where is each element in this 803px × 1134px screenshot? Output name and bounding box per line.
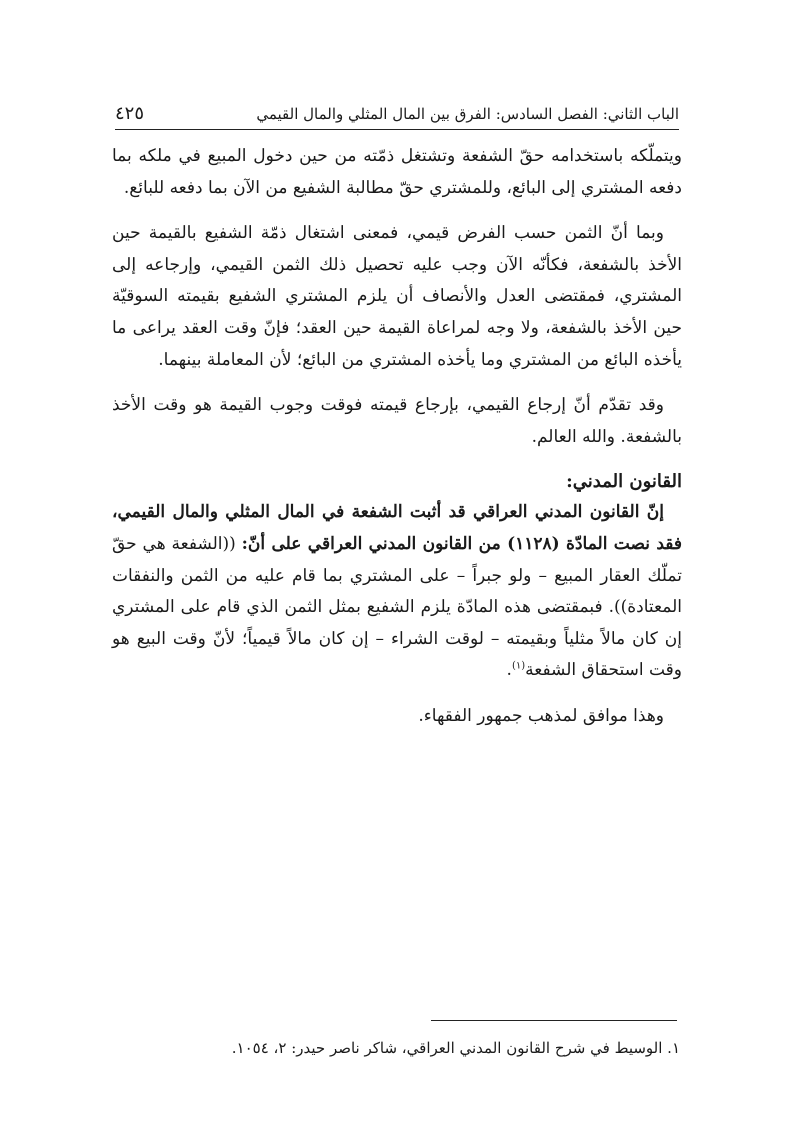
main-text xyxy=(112,141,682,747)
paragraph-5: وهذا موافق لمذهب جمهور الفقهاء. xyxy=(418,705,664,726)
paragraph-1: ويتملّكه باستخدامه حقّ الشفعة وتشتغل ذمّته من حين دخول المبيع في ملكه بما دفعه المشتري إلى البائع، وللمشتري حقّ مطالبة الشفيع من الآن بما دفعه للبائع. xyxy=(112,146,682,198)
footnote-1: ١. الوسيط في شرح القانون المدني العراقي، شاكر ناصر حيدر: ٢، ١٠٥٤. xyxy=(231,1039,680,1057)
paragraph-2: وبما أنّ الثمن حسب الفرض قيمي، فمعنى اشتغال ذمّة الشفيع بالقيمة حين الأخذ بالشفعة، فكأنّه الآن وجب عليه تحصيل ذلك الثمن القيمي، وإرجاعه إلى المشتري، فمقتضى العدل والأنصاف أن يلزم المشتري الشفيع بقيمته السوقيّة حين الأخذ بالشفعة، ولا وجه لمراعاة القيمة حين العقد؛ فإنّ وقت العقد يراعى ما يأخذه البائع من المشتري وما يأخذه المشتري من البائع؛ لأن المعاملة بينهما. xyxy=(112,223,682,370)
paragraph-4 xyxy=(112,497,682,687)
running-header xyxy=(115,90,679,124)
paragraph-4-end: . xyxy=(506,660,512,681)
paragraph-3: وقد تقدّم أنّ إرجاع القيمي، بإرجاع قيمته فوقت وجوب القيمة هو وقت الأخذ بالشفعة. والله العالم. xyxy=(112,395,682,447)
section-heading: القانون المدني: xyxy=(566,471,682,493)
paragraph-4-text: ((الشفعة هي حقّ تملّك العقار المبيع – ولو جبراً – على المشتري بما قام عليه من الثمن والنفقات المعتادة)). فبمقتضى هذه المادّة يلزم الشفيع بمثل الثمن الذي قام على المشتري إن كان مالاً مثلياً وبقيمته – لوقت الشراء – إن كان مالاً قيمياً؛ لأنّ وقت البيع هو وقت استحقاق الشفعة xyxy=(112,533,682,681)
page-number: ٤٢٥ xyxy=(115,103,145,124)
paragraph-4-bold-lead: إنّ القانون المدني العراقي قد أثبت الشفعة في المال المثلي والمال القيمي، فقد نصت المادّة (١١٢٨) من القانون المدني العراقي على أنّ: xyxy=(112,502,682,554)
footnote-rule xyxy=(431,1020,677,1021)
footnote-ref: (١) xyxy=(511,660,526,672)
running-title: الباب الثاني: الفصل السادس: الفرق بين المال المثلي والمال القيمي xyxy=(256,105,679,123)
header-rule xyxy=(115,129,679,130)
